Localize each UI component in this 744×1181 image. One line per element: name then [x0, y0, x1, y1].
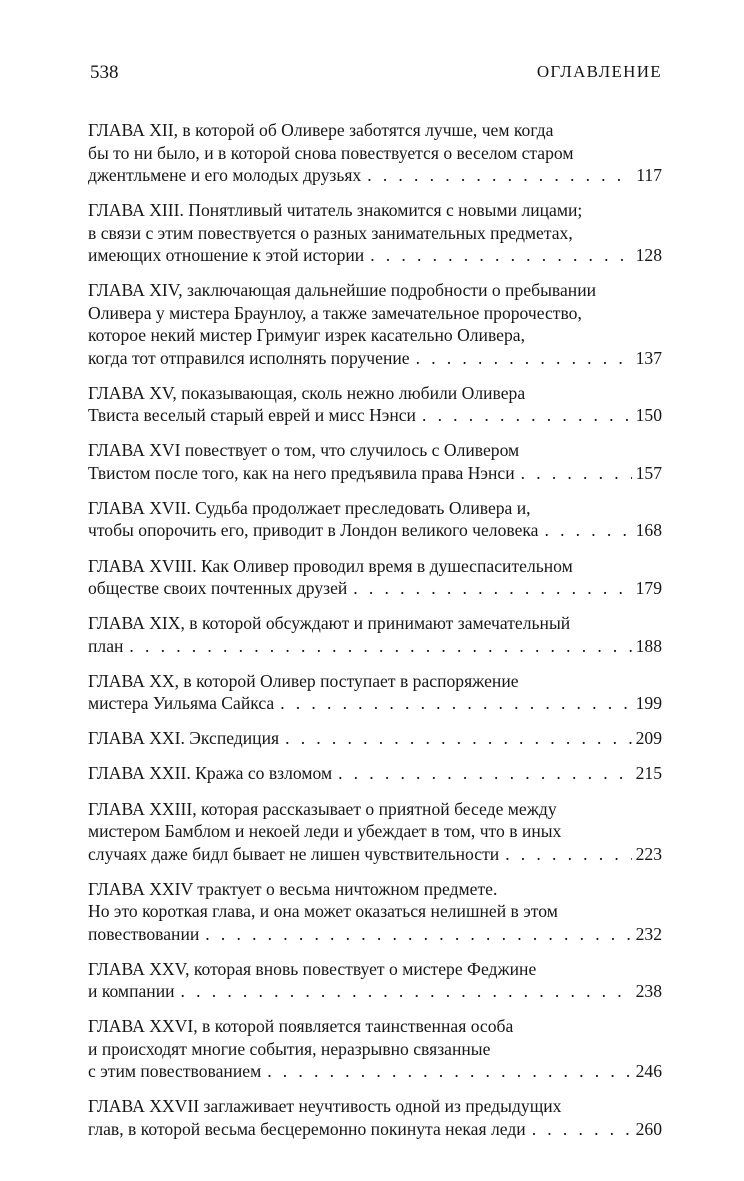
- toc-entry-line: ГЛАВА XIX, в которой обсуждают и принимают замечательный: [88, 613, 571, 634]
- toc-entry-line: Твиста веселый старый еврей и мисс Нэнси: [88, 405, 416, 426]
- dot-leader: [370, 244, 631, 267]
- toc-entry: [88, 1095, 662, 1140]
- toc-entry-line: когда тот отправился исполнять поручение: [88, 347, 410, 368]
- toc-entry-line: ГЛАВА XXIV трактует о весьма ничтожном предмете.: [88, 878, 498, 899]
- toc-entry-line: ГЛАВА XX, в которой Оливер поступает в распоряжение: [88, 670, 519, 691]
- page-number: 538: [90, 62, 119, 83]
- toc-entry-line: Твистом после того, как на него предъявила права Нэнси: [88, 462, 515, 483]
- toc-entry-line: в связи с этим повествуется о разных занимательных предметах,: [88, 222, 573, 243]
- toc-entry-line: ГЛАВА XII, в которой об Оливере заботятся лучше, чем когда: [88, 120, 554, 140]
- toc-entry: [88, 279, 662, 369]
- dot-leader: [544, 519, 631, 542]
- toc-entry-line: глав, в которой весьма бесцеремонно покинута некая леди: [88, 1118, 526, 1139]
- toc-entry-last-line: [88, 762, 662, 785]
- toc-entry-last-line: [88, 1118, 662, 1141]
- toc-entry: [88, 958, 662, 1003]
- toc-page-number: 150: [635, 405, 662, 426]
- toc-page-number: 137: [635, 347, 662, 368]
- toc-entry-last-line: [88, 164, 662, 187]
- toc-entry: [88, 555, 662, 600]
- toc-entry-line: ГЛАВА XIII. Понятливый читатель знакомится с новыми лицами;: [88, 200, 583, 221]
- toc-entry: [88, 199, 662, 267]
- toc-entry-line: и компании: [88, 981, 175, 1002]
- toc-entry: [88, 670, 662, 715]
- toc-entry-line: ГЛАВА XIV, заключающая дальнейшие подробности о пребывании: [88, 280, 597, 301]
- dot-leader: [338, 762, 632, 785]
- dot-leader: [367, 164, 632, 187]
- toc-entry-line: ГЛАВА XXVI, в которой появляется таинственная особа: [88, 1016, 514, 1037]
- dot-leader: [181, 980, 632, 1003]
- dot-leader: [532, 1118, 632, 1141]
- toc-entry-last-line: [88, 347, 662, 370]
- dot-leader: [285, 727, 632, 750]
- toc-page-number: 238: [635, 981, 662, 1002]
- toc-page-number: 117: [636, 165, 662, 185]
- toc-entry: [88, 497, 662, 542]
- dot-leader: [505, 843, 631, 866]
- toc-entry-line: ГЛАВА XVI повествует о том, что случилось с Оливером: [88, 440, 520, 461]
- toc-entry-last-line: [88, 923, 662, 946]
- toc-entry-line: бы то ни было, и в которой снова повествуется о веселом старом: [88, 142, 574, 163]
- toc-entry: [88, 439, 662, 484]
- toc-entry-line: чтобы опорочить его, приводит в Лондон великого человека: [88, 520, 539, 541]
- toc-page-number: 179: [635, 578, 662, 599]
- toc-entry: [88, 1015, 662, 1083]
- toc-entry-line: повествовании: [88, 923, 200, 944]
- toc-entry-line: ГЛАВА XXII. Кража со взломом: [88, 763, 333, 784]
- toc-entry-last-line: [88, 462, 662, 485]
- toc-page-number: 128: [635, 245, 662, 266]
- toc-entry-last-line: [88, 1060, 662, 1083]
- toc-entry-last-line: [88, 244, 662, 267]
- toc-entry-line: ГЛАВА XXIII, которая рассказывает о приятной беседе между: [88, 798, 557, 819]
- toc-entry-line: джентльмене и его молодых друзьях: [88, 165, 362, 185]
- toc-page-number: 168: [635, 520, 662, 541]
- toc-entry-line: Но это короткая глава, и она может оказаться нелишней в этом: [88, 901, 558, 922]
- toc-entry-last-line: [88, 635, 662, 658]
- toc-page-number: 188: [635, 635, 662, 656]
- toc-entry: [88, 727, 662, 750]
- toc-entry-last-line: [88, 727, 662, 750]
- toc-entry: [88, 612, 662, 657]
- toc-entry-line: Оливера у мистера Браунлоу, а также замечательное пророчество,: [88, 302, 582, 323]
- toc-entry-line: ГЛАВА XVII. Судьба продолжает преследовать Оливера и,: [88, 497, 531, 518]
- toc-page-number: 232: [635, 923, 662, 944]
- toc-entry-last-line: [88, 843, 662, 866]
- toc-entry-line: обществе своих почтенных друзей: [88, 578, 348, 599]
- page-header: [90, 62, 662, 90]
- toc-entry-line: которое некий мистер Гримуиг изрек касательно Оливера,: [88, 325, 525, 346]
- toc-entry-line: ГЛАВА XXI. Экспедиция: [88, 728, 280, 749]
- toc-page-number: 223: [635, 843, 662, 864]
- toc-entry-last-line: [88, 577, 662, 600]
- toc-entry-line: и происходят многие события, неразрывно связанные: [88, 1038, 491, 1059]
- toc-entry-last-line: [88, 980, 662, 1003]
- toc-entry-last-line: [88, 519, 662, 542]
- toc-entry: [88, 382, 662, 427]
- dot-leader: [267, 1060, 631, 1083]
- toc-entry-line: ГЛАВА XV, показывающая, сколь нежно любили Оливера: [88, 382, 526, 403]
- toc-page-number: 157: [635, 462, 662, 483]
- toc-entry: [88, 762, 662, 785]
- toc-entry-line: случаях даже бидл бывает не лишен чувствительности: [88, 843, 500, 864]
- dot-leader: [416, 347, 632, 370]
- dot-leader: [129, 635, 631, 658]
- dot-leader: [280, 692, 631, 715]
- toc-page-number: 215: [635, 763, 662, 784]
- toc-entry-line: с этим повествованием: [88, 1061, 262, 1082]
- toc-entry: [88, 878, 662, 946]
- dot-leader: [353, 577, 631, 600]
- toc-entry-line: имеющих отношение к этой истории: [88, 245, 365, 266]
- toc-page-number: 209: [635, 728, 662, 749]
- dot-leader: [205, 923, 631, 946]
- toc-page-number: 260: [635, 1118, 662, 1139]
- toc-entry-line: план: [88, 635, 124, 656]
- toc-entry-line: ГЛАВА XXV, которая вновь повествует о мистере Феджине: [88, 958, 537, 979]
- toc-entry-line: мистером Бамблом и некоей леди и убеждает в том, что в иных: [88, 821, 562, 842]
- toc-page-number: 246: [635, 1061, 662, 1082]
- section-title: ОГЛАВЛЕНИЕ: [536, 62, 662, 81]
- toc-page-number: 199: [635, 693, 662, 714]
- table-of-contents: [88, 119, 662, 1153]
- toc-entry-line: ГЛАВА XVIII. Как Оливер проводил время в душеспасительном: [88, 555, 573, 576]
- dot-leader: [521, 462, 632, 485]
- toc-entry-line: ГЛАВА XXVII заглаживает неучтивость одной из предыдущих: [88, 1096, 562, 1117]
- toc-entry-line: мистера Уильяма Сайкса: [88, 693, 275, 714]
- toc-entry: [88, 119, 662, 187]
- toc-entry: [88, 798, 662, 866]
- toc-entry-last-line: [88, 692, 662, 715]
- toc-entry-last-line: [88, 404, 662, 427]
- dot-leader: [422, 404, 632, 427]
